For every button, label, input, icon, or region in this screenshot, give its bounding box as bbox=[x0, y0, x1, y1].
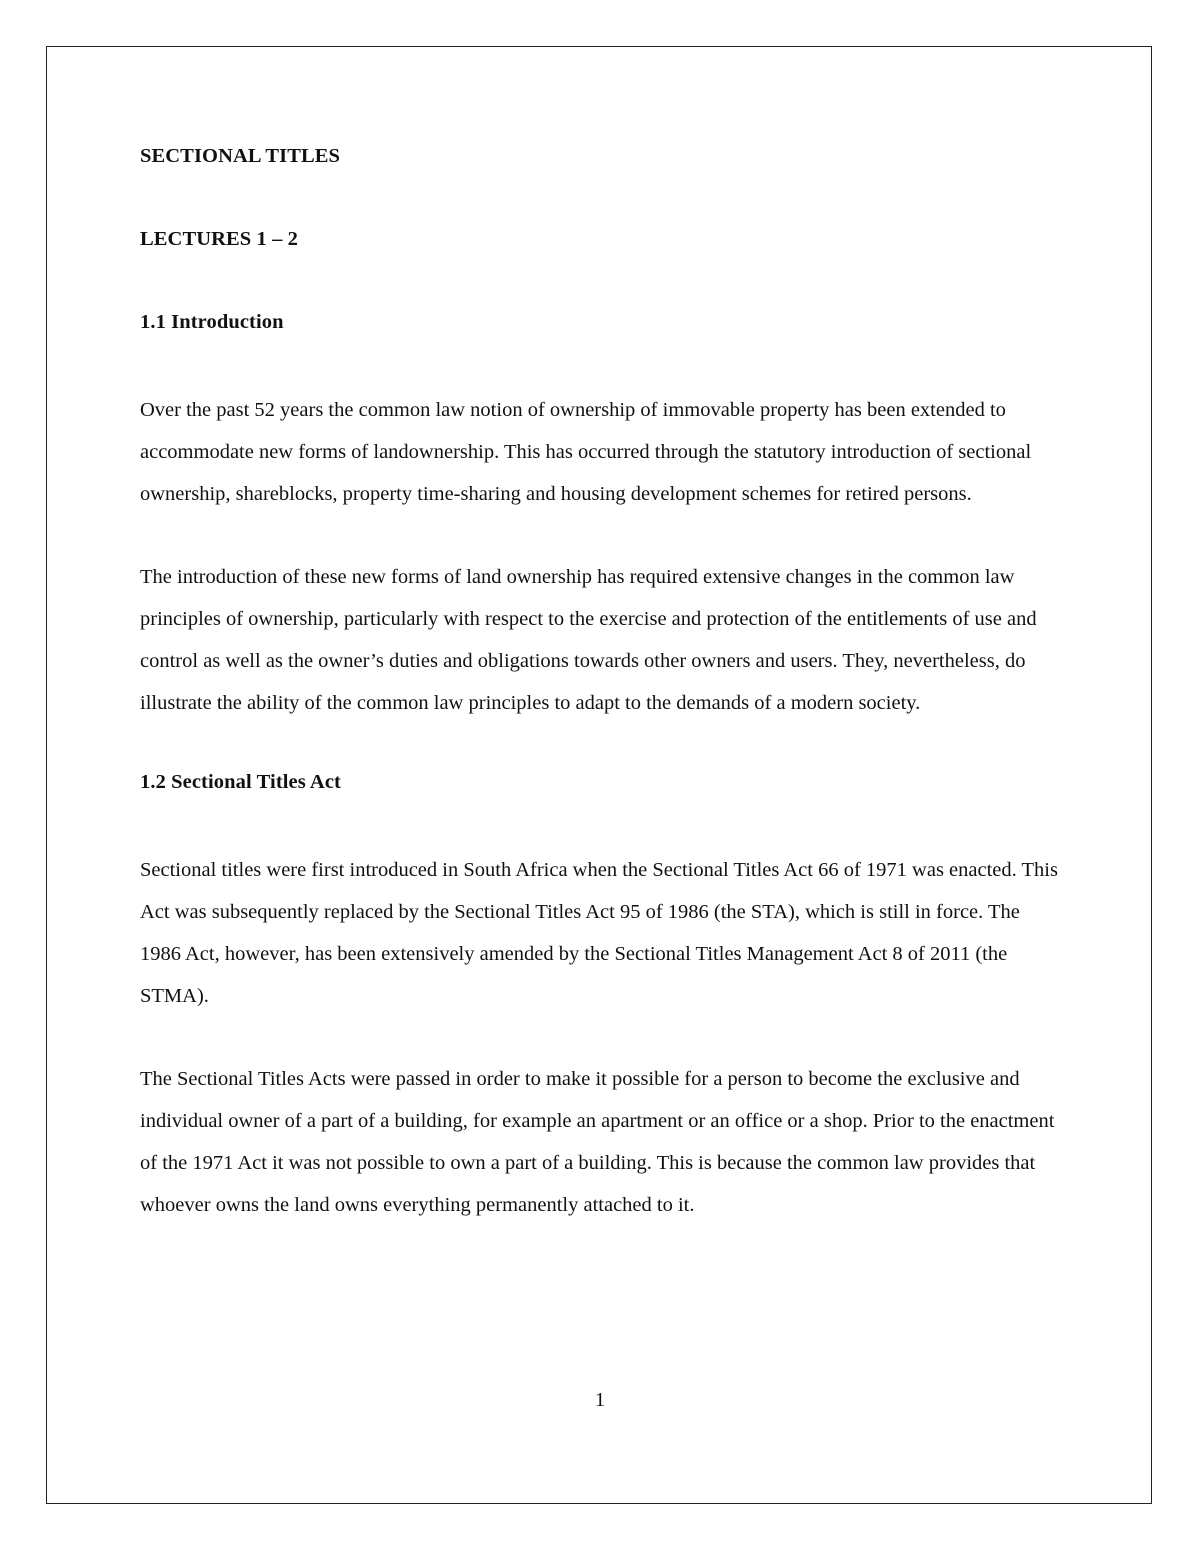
lectures-heading: LECTURES 1 – 2 bbox=[140, 228, 299, 250]
paragraph: Sectional titles were first introduced in South Africa when the Sectional Titles Act 66 of 1971 was enacted. This Act was subsequently replaced by the Sectional Titles Act 95 of 1986 (the STA), which is still in force. The 1986 Act, however, has been extensively amended by the Sectional Titles Management Act 8 of 2011 (the STMA). bbox=[140, 859, 1058, 1007]
page-number: 1 bbox=[594, 1389, 606, 1411]
section-heading-sectional-titles-act: 1.2 Sectional Titles Act bbox=[140, 771, 341, 794]
document-body bbox=[140, 140, 1060, 1268]
paragraph: The introduction of these new forms of land ownership has required extensive changes in the common law principles of ownership, particularly with respect to the exercise and protection of the entitlements of use and control as well as the owner’s duties and obligations towards other owners and users. They, nevertheless, do illustrate the ability of the common law principles to adapt to the demands of a modern society. bbox=[140, 566, 1037, 714]
paragraph: Over the past 52 years the common law notion of ownership of immovable property has been extended to accommodate new forms of landownership. This has occurred through the statutory introduction of sectional ownership, shareblocks, property time-sharing and housing development schemes for retired persons. bbox=[140, 399, 1032, 505]
paragraph: The Sectional Titles Acts were passed in order to make it possible for a person to become the exclusive and individual owner of a part of a building, for example an apartment or an office or a shop. Prior to the enactment of the 1971 Act it was not possible to own a part of a building. This is because the common law provides that whoever owns the land owns everything permanently attached to it. bbox=[140, 1068, 1055, 1216]
document-title: SECTIONAL TITLES bbox=[140, 145, 341, 167]
section-heading-introduction: 1.1 Introduction bbox=[140, 311, 284, 333]
